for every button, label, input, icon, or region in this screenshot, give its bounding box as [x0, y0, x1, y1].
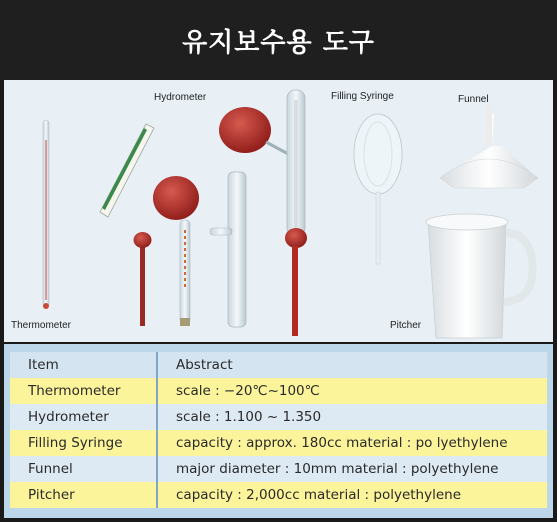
pitcher-label: Pitcher — [390, 320, 422, 331]
abstract-cell: major diameter : 10mm material : polyethylene — [157, 456, 547, 482]
pitcher-illustration — [426, 214, 532, 338]
product-photo — [4, 80, 553, 342]
spec-table — [10, 352, 547, 508]
item-cell: Hydrometer — [10, 404, 157, 430]
spec-table-panel — [4, 344, 553, 518]
thermometer-label: Thermometer — [11, 320, 72, 331]
item-cell: Thermometer — [10, 378, 157, 404]
abstract-cell: capacity : 2,000cc material : polyethylene — [157, 482, 547, 508]
glass-tube-illustration — [210, 172, 246, 327]
thermometer-illustration — [43, 120, 49, 309]
item-cell: Funnel — [10, 456, 157, 482]
abstract-cell: capacity : approx. 180cc material : po lyethylene — [157, 430, 547, 456]
item-cell: Pitcher — [10, 482, 157, 508]
table-row — [10, 482, 547, 508]
tools-illustration — [4, 80, 553, 342]
page-title: 유지보수용 도구 — [182, 27, 375, 58]
item-cell: Filling Syringe — [10, 430, 157, 456]
header-item: Item — [10, 352, 157, 378]
table-header-row — [10, 352, 547, 378]
abstract-cell: scale : −20℃~100℃ — [157, 378, 547, 404]
funnel-illustration — [440, 106, 538, 188]
title-bar — [0, 0, 557, 80]
table-row — [10, 430, 547, 456]
hydrometer-float-illustration — [100, 124, 154, 217]
filling-syringe-illustration — [354, 114, 402, 264]
table-row — [10, 456, 547, 482]
funnel-label: Funnel — [458, 94, 489, 105]
rod-illustration — [134, 232, 152, 326]
hydrometer-label: Hydrometer — [154, 92, 207, 103]
filling-syringe-label: Filling Syringe — [331, 91, 394, 102]
table-row — [10, 404, 547, 430]
abstract-cell: scale : 1.100 ~ 1.350 — [157, 404, 547, 430]
hydrometer-bulb-illustration — [153, 176, 199, 326]
header-abstract: Abstract — [157, 352, 547, 378]
table-row — [10, 378, 547, 404]
